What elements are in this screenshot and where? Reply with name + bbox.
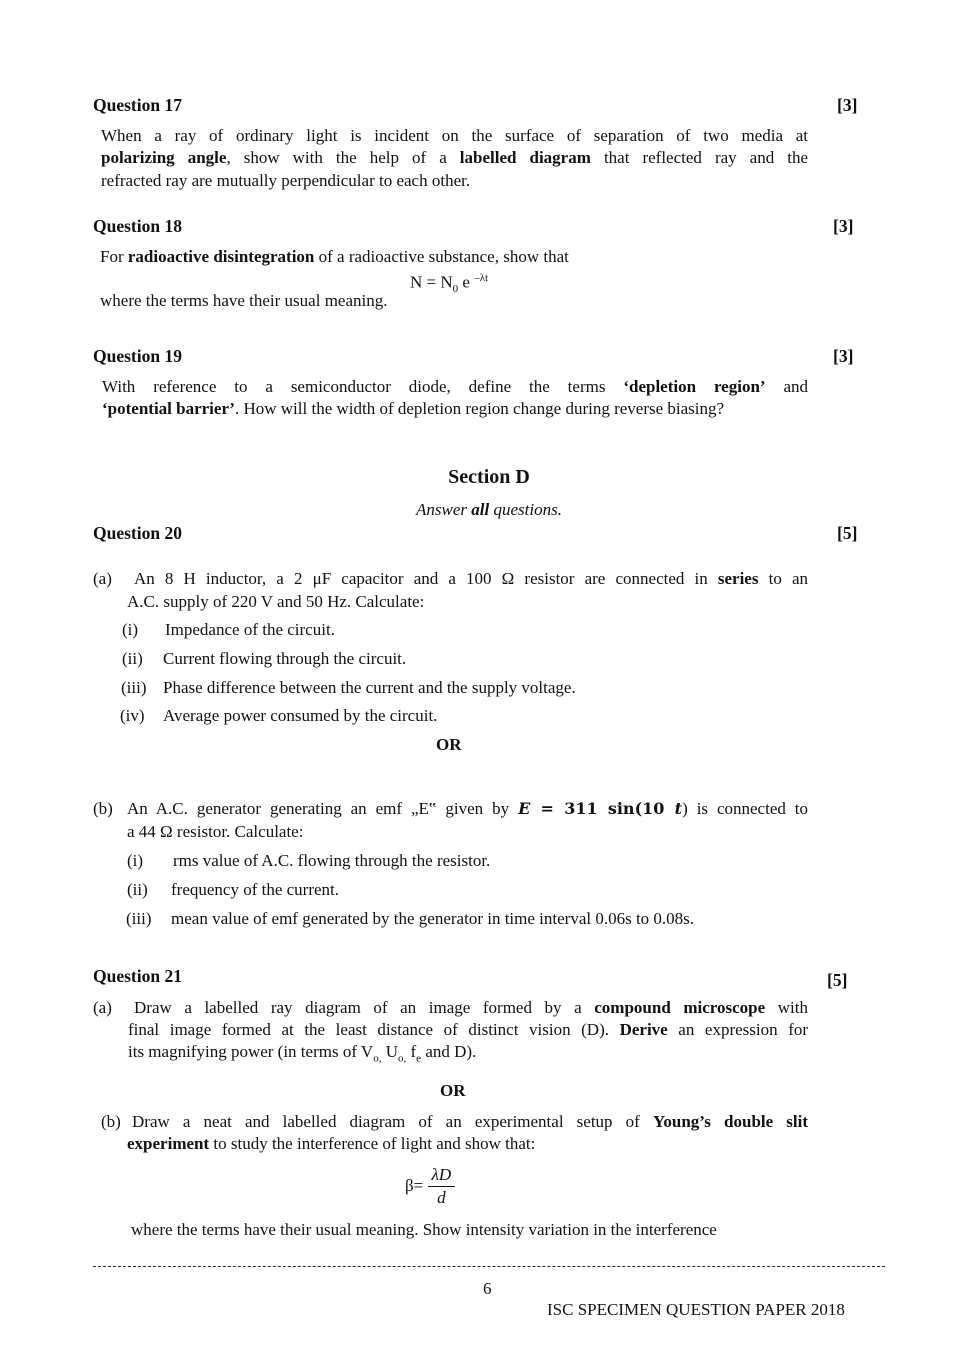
q20b-item1-text: rms value of A.C. flowing through the resistor. — [173, 851, 491, 870]
q19-text-line1: With reference to a semiconductor diode, define the terms ‘depletion region’ and — [102, 377, 809, 396]
q18-text-line1: For radioactive disintegration of a radioactive substance, show that — [100, 247, 569, 266]
q20-or: OR — [436, 735, 462, 754]
q20a-label: (a) — [93, 569, 112, 588]
q21-or: OR — [440, 1081, 466, 1100]
q19-text-line2: ‘potential barrier’. How will the width of depletion region change during reverse biasing? — [102, 399, 725, 418]
q21a-text-line1: Draw a labelled ray diagram of an image formed by a compound microscope with — [134, 998, 808, 1017]
q21b-text-line2: experiment to study the interference of light and show that: — [127, 1134, 536, 1153]
q21-marks: [5] — [827, 970, 848, 990]
q21b-text-line3: where the terms have their usual meaning. Show intensity variation in the interference — [131, 1220, 717, 1239]
q20a-item3-text: Phase difference between the current and the supply voltage. — [163, 678, 576, 697]
q20b-item1-num: (i) — [127, 851, 144, 870]
q20a-item2-num: (ii) — [122, 649, 143, 668]
q19-marks: [3] — [833, 346, 854, 366]
q21b-text-line1: Draw a neat and labelled diagram of an experimental setup of Young’s double slit — [132, 1112, 809, 1131]
q17-text-line3: refracted ray are mutually perpendicular to each other. — [101, 171, 471, 190]
q21a-label: (a) — [93, 998, 112, 1017]
q17-text-line2: polarizing angle, show with the help of a labelled diagram that reflected ray and the — [101, 148, 809, 167]
page-number: 6 — [483, 1279, 492, 1298]
q18-text-line3: where the terms have their usual meaning. — [100, 291, 388, 310]
q20b-item2-text: frequency of the current. — [171, 880, 340, 899]
section-title: Section D — [448, 466, 530, 488]
q20a-item1-num: (i) — [122, 620, 139, 639]
section-instruction: Answer all questions. — [416, 500, 562, 519]
q20a-text-line2: A.C. supply of 220 V and 50 Hz. Calculate: — [127, 592, 425, 611]
q20a-item4-text: Average power consumed by the circuit. — [163, 706, 438, 725]
q18-marks: [3] — [833, 216, 854, 236]
q20-marks: [5] — [837, 523, 858, 543]
q17-text-line1: When a ray of ordinary light is incident on the surface of separation of two media at — [101, 126, 808, 145]
q18-equation: $N = N_0$ e $^{-\lambda t}$ — [410, 272, 489, 296]
q20a-item3-num: (iii) — [121, 678, 147, 697]
q20b-text-line1: An A.C. generator generating an emf „E‟ given by E = 311 sin(10 t) is connected to — [127, 799, 809, 818]
q17-heading: Question 17 — [93, 95, 182, 115]
q20a-item1-text: Impedance of the circuit. — [165, 620, 335, 639]
q20a-item4-num: (iv) — [120, 706, 145, 725]
q19-heading: Question 19 — [93, 346, 182, 366]
q20b-item2-num: (ii) — [127, 880, 148, 899]
q20b-item3-num: (iii) — [126, 909, 152, 928]
q20b-text-line2: a 44 Ω resistor. Calculate: — [127, 822, 304, 841]
q20a-item2-text: Current flowing through the circuit. — [163, 649, 407, 668]
q20a-text-line1: An 8 H inductor, a 2 μF capacitor and a 100 Ω resistor are connected in series to an — [134, 569, 809, 588]
q18-heading: Question 18 — [93, 216, 182, 236]
q20-heading: Question 20 — [93, 523, 182, 543]
q17-marks: [3] — [837, 95, 858, 115]
q21a-text-line3: its magnifying power (in terms of $V_{o,}$ $U_{o,}$ $f_e$ and D). — [128, 1042, 477, 1065]
footer-divider — [93, 1266, 885, 1267]
q21b-equation: β= $\frac{\lambda D}{d}$ — [405, 1162, 455, 1208]
q21b-label: (b) — [101, 1112, 121, 1131]
q20b-item3-text: mean value of emf generated by the generator in time interval 0.06s to 0.08s. — [171, 909, 695, 928]
fraction: $\frac{\lambda D}{d}$ — [428, 1164, 456, 1209]
q21a-text-line2: final image formed at the least distance of distinct vision (D). Derive an expression for — [128, 1020, 809, 1039]
q21-heading: Question 21 — [93, 966, 182, 986]
paper-title: ISC SPECIMEN QUESTION PAPER 2018 — [547, 1300, 845, 1319]
q20b-label: (b) — [93, 799, 113, 818]
